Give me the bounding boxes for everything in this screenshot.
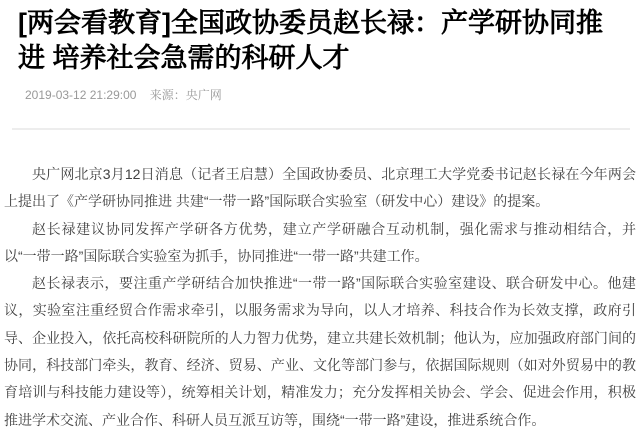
paragraph-1: 央广网北京3月12日消息（记者王启慧）全国政协委员、北京理工大学党委书记赵长禄在今年两会上提出了《产学研协同推进 共建“一带一路”国际联合实验室（研发中心）建设》的提案。 [4, 166, 636, 210]
article-source [150, 88, 222, 102]
source-label: 来源： [149, 88, 186, 102]
article-page [0, 6, 640, 432]
article-body [4, 161, 636, 432]
paragraph-2: 赵长禄建议协同发挥产学研各方优势，建立产学研融合互动机制，强化需求与推动相结合，并以“一带一路”国际联合实验室为抓手，协同推进“一带一路”共建工作。 [4, 220, 636, 264]
article-meta [25, 88, 640, 102]
article-title: [两会看教育]全国政协委员赵长禄：产学研协同推进 培养社会急需的科研人才 [18, 8, 603, 73]
paragraph-3: 赵长禄表示，要注重产学研结合加快推进“一带一路”国际联合实验室建设、联合研发中心。他建议，实验室注重经贸合作需求牵引，以服务需求为导向，以人才培养、科技合作为长效支撑，政府引导、企业投入，依托高校科研院所的人力智力优势，建立共建长效机制；他认为，应加强政府部门间的协同，科技部门牵头，教育、经济、贸易、产业、文化等部门参与，依据国际规则（如对外贸易中的教育培训与科技能力建设等），统筹相关计划，精准发力；充分发挥相关协会、学会、促进会作用，积极推进学术交流、产业合作、科研人员互派互访等，围绕“一带一路”建设，推进系统合作。 [4, 275, 636, 428]
divider [12, 128, 630, 130]
source-name: 央广网 [185, 88, 222, 102]
publish-date: 2019-03-12 21:29:00 [25, 88, 137, 102]
